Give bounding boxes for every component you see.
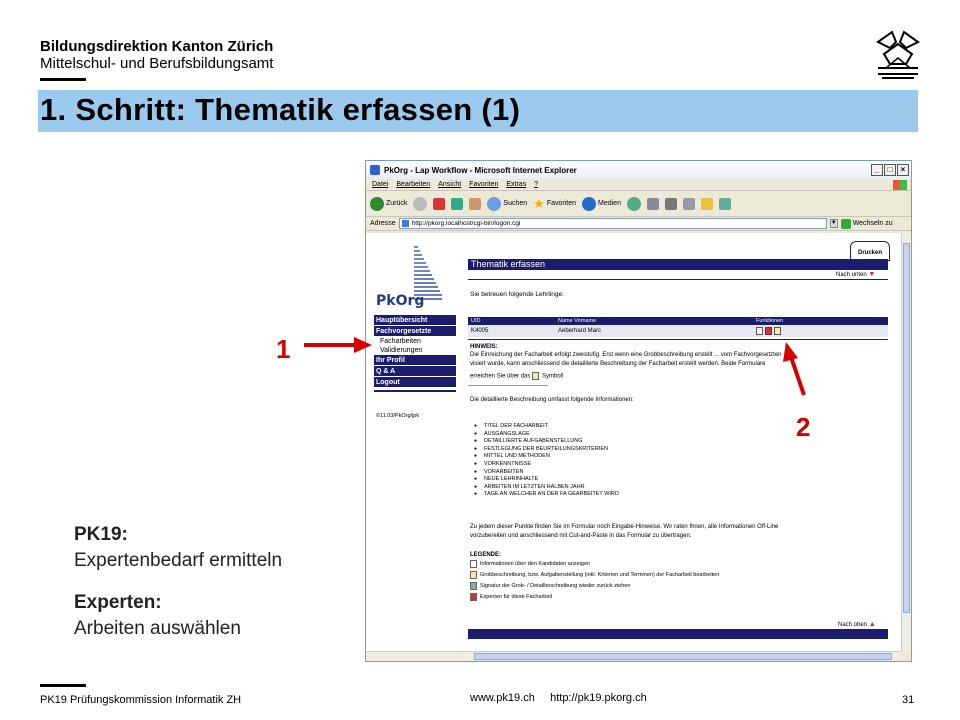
list-item: ● VORKENNTNISSE bbox=[484, 461, 619, 469]
menu-datei[interactable]: Datei bbox=[372, 181, 389, 188]
nav-validierungen[interactable]: Validierungen bbox=[374, 346, 456, 355]
hinweis-label: HINWEIS: bbox=[470, 344, 498, 350]
pkorg-logo: PkOrg bbox=[376, 293, 425, 309]
address-label: Adresse bbox=[370, 220, 396, 227]
page-heading: Thematik erfassen bbox=[468, 259, 888, 270]
legend-item: Experten für diese Facharbeit bbox=[470, 592, 719, 603]
nav-fachvorgesetzte[interactable]: Fachvorgesetzte bbox=[374, 326, 456, 337]
nav-qa[interactable]: Q & A bbox=[374, 366, 456, 377]
list-item: ● FESTLEGUNG DER BEURTEILUNGSKRITERIEN bbox=[484, 446, 619, 454]
hinweis-line-3: erreichen Sie über das Symbol! bbox=[470, 373, 564, 380]
window-title: PkOrg - Lap Workflow - Microsoft Internet Explorer bbox=[384, 165, 577, 175]
cell-uid: K4005 bbox=[471, 328, 489, 334]
minimize-button[interactable]: _ bbox=[871, 164, 883, 176]
arrow-up-icon: ▲ bbox=[868, 621, 876, 628]
footer-org: PK19 Prüfungskommission Informatik ZH bbox=[40, 694, 242, 706]
side-caption bbox=[74, 522, 282, 642]
go-button[interactable]: Wechseln zu bbox=[841, 219, 893, 229]
menu-help[interactable]: ? bbox=[534, 181, 539, 188]
legend-item: Grobbeschreibung, bzw. Aufgabenstellung (inkl. Kriterien und Terminen) der Facharbeit bearbeiten bbox=[470, 570, 719, 581]
slide-title: 1. Schritt: Thematik erfassen (1) bbox=[40, 92, 521, 127]
hinweis-line-1: Die Einreichung der Facharbeit erfolgt zweistufig. Erst wenn eine Grobbeschreibung erstellt ... vom Fachvorgesetzten bbox=[470, 352, 782, 358]
caption-label-2: Experten: bbox=[74, 592, 162, 613]
org-name: Bildungsdirektion Kanton Zürich bbox=[40, 38, 274, 55]
org-department: Mittelschul- und Berufsbildungsamt bbox=[40, 55, 274, 72]
note-line-2: vorzubereiten und anschliessend mit Cut-and-Paste in das Formular zu übertragen. bbox=[470, 533, 692, 539]
nav-logout[interactable]: Logout bbox=[374, 377, 456, 388]
legend-item: Informationen über den Kandidaten anzeigen bbox=[470, 559, 719, 570]
annotation-marker-1: 1 bbox=[276, 334, 291, 364]
list-item: ● TITEL DER FACHARBEIT bbox=[484, 423, 619, 431]
favorites-button[interactable]: ★ Favoriten bbox=[533, 195, 576, 211]
nav-facharbeiten[interactable]: Facharbeiten bbox=[374, 337, 456, 346]
nav-profil[interactable]: Ihr Profil bbox=[374, 355, 456, 366]
star-icon: ★ bbox=[533, 195, 545, 211]
close-button[interactable]: × bbox=[897, 164, 909, 176]
caption-text-2: Arbeiten auswählen bbox=[74, 618, 241, 639]
intro-text: Sie betreuen folgende Lehrlinge: bbox=[470, 291, 564, 298]
col-uid: UID bbox=[471, 318, 481, 324]
arrow-down-icon: ▼ bbox=[868, 271, 876, 278]
search-button[interactable]: Suchen bbox=[487, 197, 527, 211]
list-item: ● MITTEL UND METHODEN bbox=[484, 453, 619, 461]
list-item: ● NEUE LEHRINHALTE bbox=[484, 476, 619, 484]
list-item: ● ARBEITEN IM LETZTEN HALBEN JAHR bbox=[484, 484, 619, 492]
print-tab-button[interactable]: Drucken bbox=[850, 241, 890, 261]
col-functions: Funktionen bbox=[756, 318, 784, 324]
footer-rule bbox=[40, 684, 86, 687]
menu-bearbeiten[interactable]: Bearbeiten bbox=[396, 181, 431, 188]
list-item: ● DETAILLIERTE AUFGABENSTELLUNG bbox=[484, 438, 619, 446]
legend-item: Signatur der Grob- / Detailbeschreibung wieder zurück ziehen bbox=[470, 581, 719, 592]
nav-hauptuebersicht[interactable]: Hauptübersicht bbox=[374, 315, 456, 326]
caption-text-1: Expertenbedarf ermitteln bbox=[74, 550, 283, 571]
address-dropdown-icon[interactable]: ▼ bbox=[830, 220, 837, 226]
hinweis-line-2: visiert wurde, kann anschliessend die detaillierte Beschreibung der Facharbeit erstellt werden. Beide Formulare bbox=[470, 361, 766, 367]
legend-label: LEGENDE: bbox=[470, 552, 502, 558]
note-line-1: Zu jedem dieser Punkte finden Sie im Formular noch Eingabe-Hinweise. Wir raten Ihnen, alle Informationen Off-Line bbox=[470, 524, 779, 530]
back-button[interactable]: Zurück bbox=[370, 197, 407, 211]
annotation-marker-2: 2 bbox=[796, 412, 811, 442]
caption-label-1: PK19: bbox=[74, 524, 128, 545]
list-item: ● VORARBEITEN bbox=[484, 469, 619, 477]
maximize-button[interactable]: □ bbox=[884, 164, 896, 176]
col-name: Name Vorname bbox=[558, 318, 597, 324]
menu-ansicht[interactable]: Ansicht bbox=[438, 181, 462, 188]
cell-name: Aeberhard Marc bbox=[558, 328, 602, 334]
footer-links: www.pk19.ch http://pk19.pkorg.ch bbox=[470, 692, 647, 704]
detail-intro: Die detaillierte Beschreibung umfasst folgende Informationen: bbox=[470, 397, 634, 403]
menu-extras[interactable]: Extras bbox=[506, 181, 527, 188]
media-button[interactable]: Medien bbox=[582, 197, 621, 211]
nav-down-link[interactable]: Nach unten ▼ bbox=[836, 271, 876, 278]
menu-favoriten[interactable]: Favoriten bbox=[469, 181, 499, 188]
list-item: ● TAGE AN WELCHER AN DER FA GEARBEITET WIRD bbox=[484, 491, 619, 499]
page-number: 31 bbox=[902, 694, 915, 706]
nav-up-link[interactable]: Nach oben ▲ bbox=[838, 621, 876, 628]
copyright: ©11.03/PkOrg/jpk bbox=[376, 413, 420, 419]
list-item: ● AUSGANGSLAGE bbox=[484, 431, 619, 439]
address-input[interactable]: http://pkorg.localhost/cgi-bin/logon.cgi bbox=[399, 218, 827, 229]
